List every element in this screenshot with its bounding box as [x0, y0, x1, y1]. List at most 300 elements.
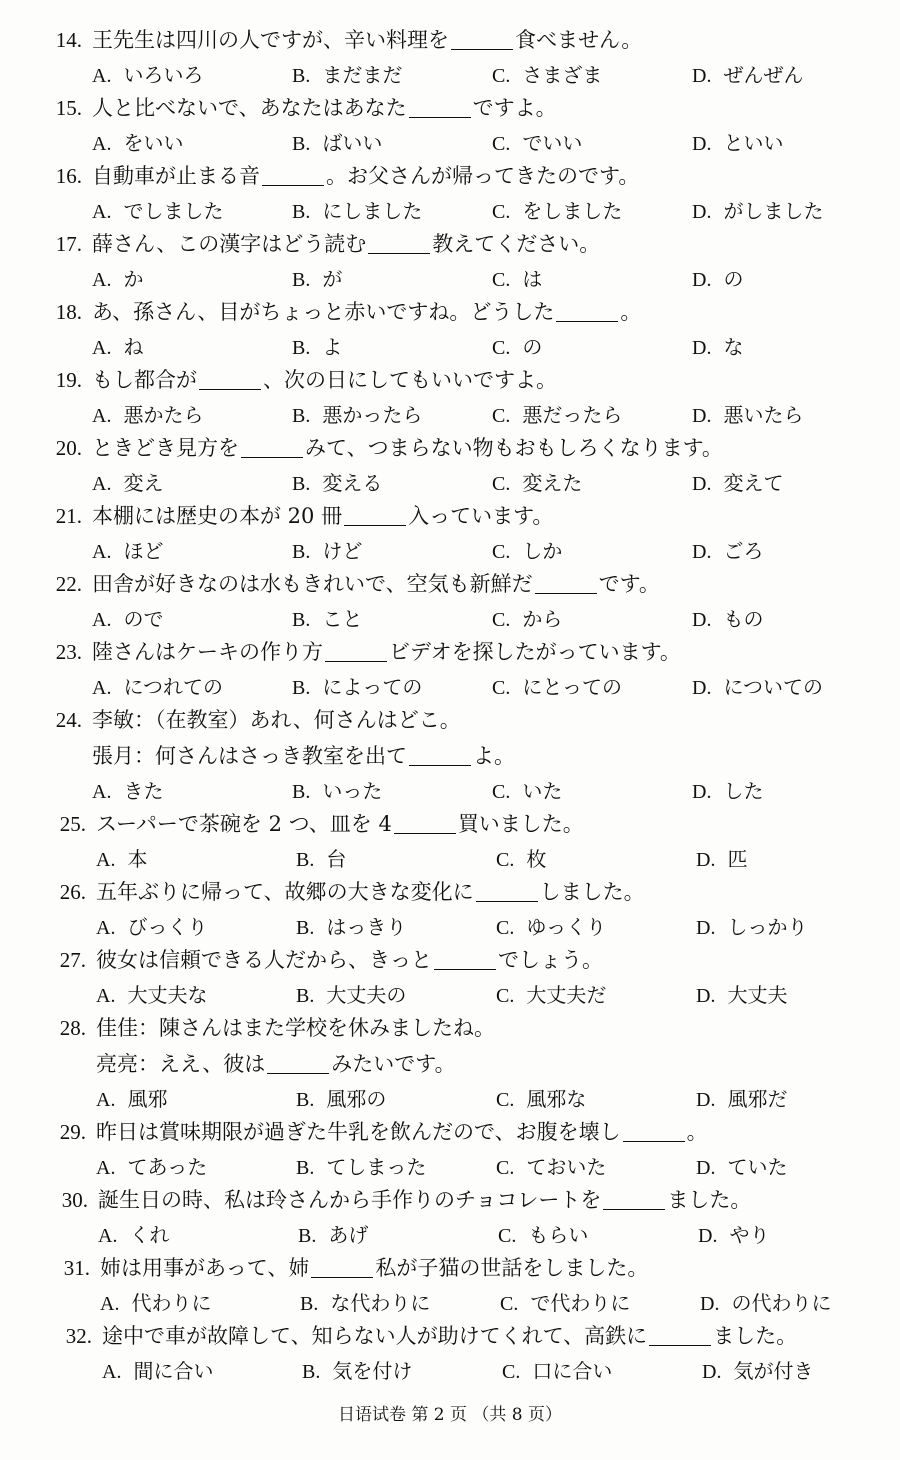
option-d[interactable] [696, 1150, 787, 1185]
answer-options [34, 1082, 894, 1116]
option-c[interactable] [496, 1082, 586, 1117]
option-text: した [723, 779, 764, 803]
option-d[interactable] [700, 1286, 831, 1321]
option-letter: A. [92, 65, 112, 87]
option-letter: D. [692, 541, 712, 563]
answer-blank[interactable] [344, 503, 406, 526]
option-c[interactable] [502, 1354, 612, 1389]
option-letter: A. [96, 849, 116, 871]
option-a[interactable] [92, 58, 203, 93]
option-letter: A. [92, 201, 112, 223]
question-stem [30, 158, 890, 194]
stem-text-before: スーパーで茶碗を 2 つ、皿を 4 [96, 812, 392, 836]
option-b[interactable] [292, 126, 382, 161]
stem-text-before: 陸さんはケーキの作り方 [92, 640, 323, 664]
question-number: 28. [59, 1016, 86, 1040]
option-letter: A. [92, 541, 112, 563]
answer-options [36, 1218, 896, 1252]
option-a[interactable] [100, 1286, 211, 1321]
dialog-text-after: よ。 [473, 744, 515, 768]
option-text: をいい [123, 131, 184, 155]
option-a[interactable] [92, 670, 223, 705]
option-letter: B. [298, 1225, 317, 1247]
option-letter: D. [696, 1089, 716, 1111]
dialog-text-before: 亮亮：ええ、彼は [96, 1052, 266, 1076]
question-item [34, 806, 894, 876]
question-number: 22. [55, 572, 82, 596]
option-text: の [723, 267, 744, 291]
option-c[interactable] [492, 774, 562, 809]
option-letter: A. [92, 269, 112, 291]
question-number: 20. [55, 436, 82, 460]
stem-text-after: ですよ。 [472, 96, 557, 120]
question-item [38, 1250, 898, 1320]
answer-blank[interactable] [311, 1255, 373, 1278]
option-text: につれての [123, 675, 224, 699]
option-d[interactable] [698, 1218, 769, 1253]
option-b[interactable] [292, 330, 342, 365]
option-letter: B. [296, 917, 315, 939]
question-item [30, 634, 890, 704]
option-text: から [522, 607, 563, 631]
option-text: ごろ [723, 539, 764, 563]
option-b[interactable] [292, 466, 382, 501]
stem-text-before: 自動車が止まる音 [92, 164, 260, 188]
option-d[interactable] [692, 262, 743, 297]
stem-text-before: 本棚には歴史の本が 20 冊 [92, 504, 343, 528]
option-letter: D. [692, 677, 712, 699]
question-item [34, 942, 894, 1012]
option-letter: C. [492, 781, 511, 803]
option-letter: D. [696, 1157, 716, 1179]
option-letter: B. [292, 269, 311, 291]
option-letter: B. [292, 473, 311, 495]
question-item [30, 498, 890, 568]
option-letter: A. [92, 337, 112, 359]
option-a[interactable] [92, 534, 163, 569]
option-letter: A. [100, 1293, 120, 1315]
option-a[interactable] [96, 1150, 207, 1185]
stem-text-after: です。 [598, 572, 660, 596]
question-item [30, 158, 890, 228]
option-text: ね [123, 335, 144, 359]
question-stem [30, 566, 890, 602]
option-c[interactable] [492, 466, 582, 501]
option-c[interactable] [492, 194, 622, 229]
option-text: 代わりに [131, 1291, 212, 1315]
answer-options [30, 534, 890, 568]
option-text: 変える [322, 471, 383, 495]
option-letter: B. [302, 1361, 321, 1383]
question-number: 25. [59, 812, 86, 836]
option-b[interactable] [292, 774, 382, 809]
option-letter: D. [692, 781, 712, 803]
option-letter: C. [496, 849, 515, 871]
answer-blank[interactable] [368, 231, 430, 254]
option-letter: C. [492, 269, 511, 291]
option-d[interactable] [692, 398, 803, 433]
stem-text-before: 薛さん、この漢字はどう読む [92, 232, 367, 256]
option-c[interactable] [492, 534, 562, 569]
option-a[interactable] [92, 398, 203, 433]
option-a[interactable] [92, 262, 143, 297]
stem-text-after: 買いました。 [457, 812, 584, 836]
option-letter: C. [500, 1293, 519, 1315]
answer-blank[interactable] [262, 163, 324, 186]
question-item [36, 1182, 896, 1252]
option-text: 枚 [526, 847, 547, 871]
option-text: 大丈夫 [727, 983, 788, 1007]
question-stem [30, 294, 890, 330]
option-text: やり [729, 1223, 770, 1247]
question-item [30, 702, 890, 808]
stem-text-before: 人と比べないで、あなたはあなた [92, 96, 407, 120]
question-number: 15. [55, 96, 82, 120]
option-text: しか [522, 539, 563, 563]
answer-options [38, 1286, 898, 1320]
stem-text-after: 私が子猫の世話をしました。 [375, 1256, 649, 1280]
question-number: 26. [59, 880, 86, 904]
option-b[interactable] [296, 910, 406, 945]
option-d[interactable] [692, 466, 783, 501]
option-text: しっかり [727, 915, 808, 939]
option-text: 風邪の [326, 1087, 387, 1111]
option-letter: A. [92, 473, 112, 495]
option-text: 本 [127, 847, 148, 871]
option-b[interactable] [292, 670, 422, 705]
option-letter: B. [292, 201, 311, 223]
option-b[interactable] [296, 1150, 426, 1185]
option-c[interactable] [496, 842, 546, 877]
option-b[interactable] [302, 1354, 412, 1389]
stem-text-before: 王先生は四川の人ですが、辛い料理を [92, 28, 449, 52]
question-number: 30. [61, 1188, 88, 1212]
answer-options [30, 466, 890, 500]
option-text: びっくり [127, 915, 208, 939]
option-text: にとっての [522, 675, 622, 699]
question-item [30, 294, 890, 364]
stem-text-after: 。お父さんが帰ってきたのです。 [326, 164, 640, 188]
option-b[interactable] [292, 194, 422, 229]
option-letter: C. [492, 337, 511, 359]
answer-options [30, 58, 890, 92]
answer-blank[interactable] [409, 95, 471, 118]
option-a[interactable] [96, 910, 207, 945]
stem-text-after: でしょう。 [498, 948, 603, 972]
question-stem [36, 1182, 896, 1218]
option-text: ていた [727, 1155, 788, 1179]
option-text: ぜんぜん [723, 63, 804, 87]
option-letter: A. [102, 1361, 122, 1383]
option-a[interactable] [96, 842, 147, 877]
answer-blank[interactable] [623, 1119, 685, 1142]
question-stem [38, 1250, 898, 1286]
option-text: ばいい [322, 131, 383, 155]
option-letter: A. [92, 405, 112, 427]
answer-blank[interactable] [603, 1187, 665, 1210]
stem-text-after: ました。 [667, 1188, 752, 1212]
option-d[interactable] [696, 910, 807, 945]
option-letter: D. [692, 405, 712, 427]
question-stem [34, 1010, 894, 1046]
option-text: 大丈夫だ [526, 983, 607, 1007]
question-stem [30, 90, 890, 126]
answer-blank[interactable] [394, 811, 456, 834]
answer-blank[interactable] [267, 1051, 329, 1074]
question-number: 32. [65, 1324, 92, 1348]
question-number: 14. [55, 28, 82, 52]
option-c[interactable] [492, 330, 542, 365]
question-number: 23. [55, 640, 82, 664]
option-letter: D. [692, 337, 712, 359]
stem-text-after: みて、つまらない物もおもしろくなります。 [305, 436, 723, 460]
question-stem [30, 226, 890, 262]
stem-text-before: 五年ぶりに帰って、故郷の大きな変化に [96, 880, 474, 904]
option-letter: C. [498, 1225, 517, 1247]
option-d[interactable] [692, 330, 743, 365]
option-c[interactable] [496, 910, 606, 945]
option-d[interactable] [696, 1082, 787, 1117]
option-text: の [522, 335, 543, 359]
option-text: 風邪 [127, 1087, 168, 1111]
option-text: 風邪な [526, 1087, 587, 1111]
option-text: けど [322, 539, 363, 563]
option-text: 風邪だ [727, 1087, 788, 1111]
option-letter: C. [492, 133, 511, 155]
option-text: 悪かったら [322, 403, 423, 427]
option-d[interactable] [692, 126, 783, 161]
option-b[interactable] [292, 262, 342, 297]
option-d[interactable] [696, 978, 787, 1013]
stem-text-before: 姉は用事があって、姉 [100, 1256, 310, 1280]
option-a[interactable] [92, 602, 163, 637]
option-letter: A. [96, 985, 116, 1007]
dialog-line [30, 738, 890, 774]
option-b[interactable] [300, 1286, 430, 1321]
answer-options [30, 398, 890, 432]
option-d[interactable] [696, 842, 747, 877]
option-letter: C. [496, 985, 515, 1007]
option-letter: D. [692, 609, 712, 631]
option-text: 変えた [522, 471, 583, 495]
option-text: な [723, 335, 744, 359]
option-c[interactable] [498, 1218, 588, 1253]
option-d[interactable] [692, 602, 763, 637]
option-b[interactable] [292, 58, 402, 93]
option-b[interactable] [296, 1082, 386, 1117]
option-letter: D. [696, 985, 716, 1007]
question-item [34, 874, 894, 944]
stem-text-before: あ、孫さん、目がちょっと赤いですね。どうした [92, 300, 555, 324]
option-b[interactable] [296, 842, 346, 877]
answer-blank[interactable] [199, 367, 261, 390]
option-letter: B. [296, 1089, 315, 1111]
option-d[interactable] [692, 534, 763, 569]
question-item [30, 226, 890, 296]
option-letter: A. [92, 609, 112, 631]
option-text: の代わりに [731, 1291, 832, 1315]
option-text: で代わりに [530, 1291, 631, 1315]
option-a[interactable] [92, 774, 163, 809]
option-letter: D. [692, 201, 712, 223]
option-letter: B. [296, 985, 315, 1007]
option-letter: C. [496, 917, 515, 939]
stem-text-after: ました。 [713, 1324, 798, 1348]
option-text: がしました [723, 199, 824, 223]
question-number: 19. [55, 368, 82, 392]
option-letter: C. [496, 1089, 515, 1111]
option-letter: D. [698, 1225, 718, 1247]
answer-options [30, 194, 890, 228]
answer-blank[interactable] [476, 879, 538, 902]
stem-text-after: 教えてください。 [432, 232, 601, 256]
option-b[interactable] [292, 602, 362, 637]
option-text: 変えて [723, 471, 784, 495]
option-text: まだまだ [322, 63, 403, 87]
option-letter: C. [492, 541, 511, 563]
stem-text-before: 昨日は賞味期限が過ぎた牛乳を飲んだので、お腹を壊し [96, 1120, 621, 1144]
option-c[interactable] [492, 602, 562, 637]
option-a[interactable] [96, 978, 207, 1013]
stem-text-after: 。 [620, 300, 642, 324]
option-text: についての [723, 675, 824, 699]
option-b[interactable] [292, 534, 362, 569]
stem-text-after: 食べません。 [515, 28, 643, 52]
question-stem [30, 430, 890, 466]
option-text: 悪かたら [123, 403, 204, 427]
option-text: 大丈夫な [127, 983, 208, 1007]
question-number: 21. [55, 504, 82, 528]
question-stem [34, 806, 894, 842]
question-item [30, 430, 890, 500]
option-a[interactable] [92, 466, 163, 501]
stem-text-after: 入っています。 [408, 504, 554, 528]
option-text: でしました [123, 199, 224, 223]
option-text: によっての [322, 675, 423, 699]
option-text: が [322, 267, 343, 291]
option-text: をしました [522, 199, 623, 223]
dialog-text-before: 張月：何さんはさっき教室を出て [92, 744, 407, 768]
option-letter: A. [98, 1225, 118, 1247]
option-letter: B. [292, 337, 311, 359]
option-d[interactable] [702, 1354, 813, 1389]
option-text: いった [322, 779, 383, 803]
option-a[interactable] [92, 194, 223, 229]
question-stem [34, 1114, 894, 1150]
stem-text-before: 李敏：（在教室）あれ、何さんはどこ。 [92, 708, 461, 732]
option-letter: D. [692, 473, 712, 495]
option-c[interactable] [496, 1150, 606, 1185]
dialog-text-after: みたいです。 [331, 1052, 456, 1076]
option-letter: B. [292, 677, 311, 699]
answer-options [34, 1150, 894, 1184]
option-letter: D. [692, 65, 712, 87]
question-item [34, 1010, 894, 1116]
answer-blank[interactable] [325, 639, 387, 662]
answer-blank[interactable] [649, 1323, 711, 1346]
question-item [30, 566, 890, 636]
option-a[interactable] [92, 126, 183, 161]
option-a[interactable] [102, 1354, 213, 1389]
option-letter: B. [292, 609, 311, 631]
option-a[interactable] [96, 1082, 167, 1117]
answer-options [34, 978, 894, 1012]
question-stem [30, 634, 890, 670]
option-letter: C. [492, 405, 511, 427]
option-text: 悪だったら [522, 403, 623, 427]
answer-options [30, 330, 890, 364]
answer-blank[interactable] [409, 743, 471, 766]
stem-text-after: 。 [686, 1120, 708, 1144]
option-letter: A. [92, 133, 112, 155]
option-text: もの [723, 607, 764, 631]
option-letter: A. [96, 917, 116, 939]
option-c[interactable] [496, 978, 606, 1013]
option-text: きた [123, 779, 164, 803]
question-item [34, 1114, 894, 1184]
option-a[interactable] [98, 1218, 169, 1253]
option-c[interactable] [500, 1286, 630, 1321]
option-c[interactable] [492, 398, 622, 433]
option-letter: C. [502, 1361, 521, 1383]
option-letter: B. [292, 781, 311, 803]
answer-blank[interactable] [556, 299, 618, 322]
page-footer: 日语试卷 第 2 页 （共 8 页） [337, 1405, 563, 1425]
answer-options [34, 910, 894, 944]
option-text: てあった [127, 1155, 208, 1179]
answer-blank[interactable] [451, 27, 513, 50]
stem-text-before: ときどき見方を [92, 436, 239, 460]
option-a[interactable] [92, 330, 143, 365]
answer-options [30, 602, 890, 636]
stem-text-after: ビデオを探したがっています。 [389, 640, 681, 664]
option-letter: B. [292, 65, 311, 87]
stem-text-after: 、次の日にしてもいいですよ。 [263, 368, 557, 392]
answer-blank[interactable] [241, 435, 303, 458]
option-text: は [522, 267, 543, 291]
answer-blank[interactable] [535, 571, 597, 594]
option-letter: D. [702, 1361, 722, 1383]
answer-options [30, 670, 890, 704]
option-c[interactable] [492, 262, 542, 297]
option-text: くれ [129, 1223, 170, 1247]
question-stem [30, 22, 890, 58]
option-d[interactable] [692, 58, 803, 93]
option-text: 間に合い [133, 1359, 214, 1383]
option-b[interactable] [292, 398, 422, 433]
option-letter: C. [492, 201, 511, 223]
question-stem [40, 1318, 900, 1354]
option-text: 変え [123, 471, 164, 495]
option-text: な代わりに [330, 1291, 431, 1315]
option-c[interactable] [492, 58, 602, 93]
option-d[interactable] [692, 194, 823, 229]
option-letter: C. [492, 677, 511, 699]
option-d[interactable] [692, 774, 763, 809]
question-number: 24. [55, 708, 82, 732]
option-text: か [123, 267, 144, 291]
option-letter: D. [700, 1293, 720, 1315]
option-c[interactable] [492, 670, 622, 705]
option-b[interactable] [296, 978, 406, 1013]
option-c[interactable] [492, 126, 582, 161]
stem-text-after: しました。 [539, 880, 645, 904]
option-b[interactable] [298, 1218, 368, 1253]
question-stem [34, 942, 894, 978]
option-d[interactable] [692, 670, 823, 705]
dialog-line [34, 1046, 894, 1082]
answer-blank[interactable] [434, 947, 496, 970]
